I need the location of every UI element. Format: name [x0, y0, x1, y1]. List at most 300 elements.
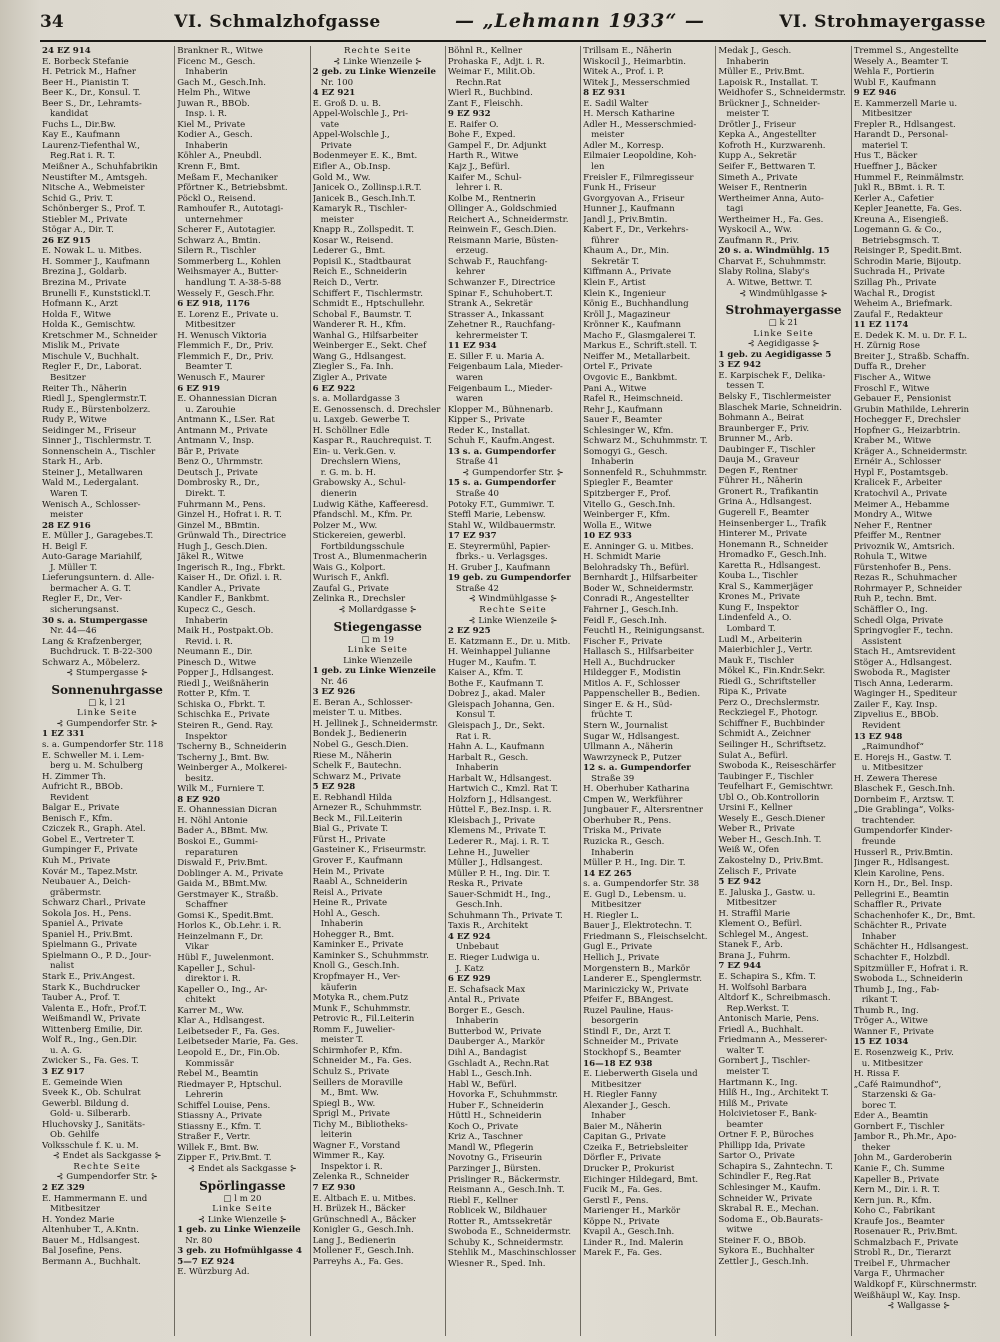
entry-line: Tisch Anna, Lederarm. — [853, 678, 954, 689]
entry-line: Insp. i. R. — [185, 109, 227, 120]
entry-line: Weber H., Gesch.Inh. T. — [718, 834, 822, 845]
entry-line: Vikar — [185, 942, 209, 953]
entry-line: Kandler F., Bankbmt. — [177, 594, 270, 605]
column-1 — [40, 46, 174, 1336]
entry-line: Kaminker E., Private — [312, 940, 404, 951]
entry-line: Müller J., Hdlsangest. — [447, 858, 543, 869]
entry-line: Hummel F., Reinmälmstr. — [853, 172, 965, 183]
entry-line: Reinwein F., Gesch.Dien. — [447, 225, 557, 236]
entry-line: Hartwich C., Kmzl. Rat T. — [447, 784, 559, 795]
entry-line: E. Raifer O. — [447, 119, 499, 130]
entry-line: H. Nöhl Antonie — [177, 815, 248, 826]
entry-line: Gleispach Johanna, Gen. — [447, 699, 555, 710]
entry-line: Zaufmann R., Priv. — [718, 235, 800, 246]
house-number: 8 EZ 920 — [177, 794, 221, 805]
entry-line: Hypl F., Postamtsgeb. — [853, 467, 949, 478]
cross-street: ⊰ Wallgasse ⊱ — [887, 1301, 951, 1312]
entry-line: Kreuna A., Eisengieß. — [853, 214, 949, 225]
entry-line: Swoboda L., Schneiderin — [853, 974, 963, 985]
entry-line: Harbalt W., Hdlsangest. — [447, 773, 552, 784]
entry-line: H. Sommer J., Kaufmann — [42, 256, 150, 267]
entry-line: Strank A., Sekretär — [447, 299, 533, 310]
entry-line: Frepler R., Hdlsangest. — [853, 119, 956, 130]
entry-line: Schneider M., Fa. Ges. — [312, 1056, 412, 1067]
entry-line: Zigler A., Private — [312, 372, 388, 383]
house-number: 5 EZ 928 — [312, 782, 356, 793]
entry-line: Hilß M., Private — [718, 1098, 789, 1109]
entry-line: Schwarz M., Private — [312, 771, 401, 782]
entry-line: Laurenz-Tiefenthal W., — [42, 140, 140, 151]
entry-line: Sartor O., Private — [718, 1151, 795, 1162]
entry-line: Straßer F., Vertr. — [177, 1132, 251, 1143]
entry-line: Borger E., Gesch. — [447, 1005, 525, 1016]
entry-line: Duffa R., Dreher — [853, 362, 926, 373]
entry-line: Slaby Rolina, Slaby's — [718, 267, 810, 278]
entry-line: Kamaryk R., Tischler- — [312, 204, 408, 215]
entry-line: Riese M., Näherin — [312, 750, 392, 761]
entry-line: H. Rissa F. — [853, 1069, 900, 1080]
entry-line: Meimer A., Hebamme — [853, 499, 950, 510]
entry-line: Schrodin Marie, Bijoutp. — [853, 256, 962, 267]
entry-line: Hus T., Bäcker — [853, 151, 918, 162]
entry-line: Scherer F., Autotagier. — [177, 225, 276, 236]
entry-line: Gschladt A., Rechn.Rat — [447, 1058, 549, 1069]
entry-line: Unbebaut — [455, 942, 499, 953]
entry-line: Seilinger H., Schriftsetz. — [718, 740, 827, 750]
entry-line: Skrabal R. E., Mechan. — [718, 1204, 819, 1215]
entry-line: Pöckl O., Reisend. — [177, 193, 256, 204]
entry-line: Dauberger A., Markör — [447, 1037, 545, 1048]
entry-line: Schid G., Priv. T. — [42, 193, 114, 204]
entry-line: Bodenmeyer E. K., Bmt. — [312, 151, 418, 162]
house-number: 6 EZ 929 — [447, 974, 491, 985]
entry-line: s. a. Mollardgasse 3 — [312, 394, 400, 405]
house-number: 13 s. a. Gumpendorfer — [447, 446, 556, 457]
entry-line: Drucker P., Prokurist — [583, 1163, 675, 1174]
entry-line: Spiegl B., Ww. — [312, 1098, 376, 1109]
entry-line: waren — [455, 372, 484, 383]
entry-line: leiterin — [320, 1130, 353, 1141]
entry-line: H. Schöllner Edle — [312, 425, 390, 436]
entry-line: Hunner J., Kaufmann — [583, 204, 675, 215]
entry-line: Bauer J., Elektrotechn. T. — [583, 921, 693, 932]
entry-line: s. a. Gumpendorfer Str. 118 — [42, 740, 164, 750]
entry-line: Lieferungsuntern. d. Alle- — [42, 573, 155, 584]
entry-line: Rohrmayer P., Schneider — [853, 583, 962, 594]
entry-line: Gornbert J., Tischler- — [718, 1056, 811, 1067]
entry-line: waren — [455, 394, 484, 405]
entry-line: Weimar F., Milit.Ob. — [447, 67, 536, 78]
entry-line: Zelisch F., Private — [718, 866, 797, 877]
entry-line: Kröll J., Magazineur — [583, 309, 671, 320]
entry-line: Antmann K., LSer. Rat — [177, 415, 275, 426]
entry-line: E. Müller J., Garagebes.T. — [42, 531, 154, 542]
entry-line: u. Laxgeb. Gewerbe T. — [312, 415, 410, 426]
entry-line: Reisl A., Private — [312, 887, 383, 898]
entry-line: Karetta R., Hdlsangest. — [718, 560, 821, 571]
entry-line: Sekretär T. — [591, 256, 640, 267]
entry-line: Hochegger F., Drechsler — [853, 415, 961, 426]
entry-line: Ruzicka R., Gesch. — [583, 837, 665, 848]
entry-line: Grünschnedl A., Bäcker — [312, 1214, 417, 1225]
entry-line: Mitbesitzer — [591, 900, 642, 911]
entry-line: Seillers de Moraville — [312, 1077, 403, 1088]
side-heading: Linke Seite — [212, 1204, 273, 1215]
entry-line: Spitzmüller F., Hofrat i. R. — [853, 963, 969, 974]
entry-line: Dornbeim F., Arztsw. T. — [853, 794, 955, 805]
entry-line: Ullmann A., Näherin — [583, 742, 673, 753]
entry-line: E. Gugl D., Lebensm. u. — [583, 889, 687, 900]
house-number: 28 EZ 916 — [42, 520, 91, 531]
house-number: 3 geb. zu Hofmühlgasse 4 — [177, 1246, 302, 1257]
entry-line: Tröger A., Witwe — [853, 1016, 928, 1027]
entry-line: Hugh J., Gesch.Dien. — [177, 541, 268, 552]
entry-line: Friedl A., Buchhalt. — [718, 1024, 804, 1035]
entry-line: Sulat A., Befürl. — [718, 750, 788, 761]
entry-line: H. Weinhappel Julianne — [447, 647, 551, 658]
entry-line: Feigenbaum Lala, Mieder- — [447, 362, 563, 373]
entry-line: E. Beran A., Schlosser- — [312, 697, 413, 708]
entry-line: Nitsche A., Webmeister — [42, 183, 145, 194]
entry-line: Kaifer M., Schul- — [447, 172, 522, 183]
entry-line: Stögar A., Dir. T. — [42, 225, 114, 236]
entry-line: r. G. m. b. H. — [320, 467, 377, 478]
entry-line: berg u. M. Schulberg — [50, 761, 143, 772]
entry-line: Fürstenhofer B., Pens. — [853, 562, 952, 573]
entry-line: Grover F., Kaufmann — [312, 856, 403, 867]
entry-line: „Die Grablinga“, Volks- — [853, 805, 955, 816]
entry-line: Mislik M., Private — [42, 341, 120, 352]
entry-line: Schwarz A., Bmtin. — [177, 235, 261, 246]
entry-line: Heine R., Private — [312, 898, 388, 909]
entry-line: Fucik M., Fa. Ges. — [583, 1185, 663, 1196]
entry-line: Drechslern Wiens, — [320, 457, 401, 468]
entry-line: Zipvelius E., BBOb. — [853, 710, 939, 721]
cross-street: ⊰ Stumpergasse ⊱ — [66, 668, 149, 679]
entry-line: Kleisbach J., Private — [447, 815, 536, 826]
entry-line: Habl W., Befürl. — [447, 1079, 517, 1090]
entry-line: Hellich J., Private — [583, 953, 660, 964]
entry-line: Mitbesitzer — [50, 1204, 100, 1215]
entry-line: Hueffner J., Bäcker — [853, 162, 937, 173]
entry-line: Weber R., Private — [718, 824, 795, 835]
entry-line: Krones M., Private — [718, 592, 801, 603]
entry-line: Spielmann O., P. D., Jour- — [42, 950, 152, 961]
entry-line: Pförtner K., Betriebsbmt. — [177, 183, 288, 194]
entry-line: Privoznik W., Amtsrich. — [853, 541, 955, 552]
entry-line: Weinberger A., Molkerei- — [177, 763, 288, 774]
entry-line: Wanner F., Private — [853, 1026, 934, 1037]
entry-line: E. Rosenzweig K., Priv. — [853, 1047, 954, 1058]
house-number: 2 EZ 329 — [42, 1182, 85, 1193]
entry-line: Neiffer M., Metallarbeit. — [583, 351, 691, 362]
entry-line: Hahn A. L., Kaufmann — [447, 742, 545, 753]
entry-line: Kratochvil A., Private — [853, 488, 947, 499]
entry-line: E. Schafsack Max — [447, 984, 526, 995]
entry-line: Inspektor i. R. — [320, 1161, 383, 1172]
entry-line: Ludwig Käthe, Kaffeeresd. — [312, 499, 429, 510]
column-4 — [445, 46, 580, 1336]
entry-line: Huber F., Schneiderin — [447, 1100, 544, 1111]
entry-line: Klein Karoline, Pens. — [853, 868, 945, 879]
entry-line: tessen T. — [726, 381, 765, 392]
entry-line: Stern W., Journalist — [583, 721, 668, 731]
house-number: 19 geb. zu Gumpendorfer — [447, 573, 571, 584]
entry-line: A. Witwe, Bettwr. T. — [726, 278, 813, 289]
entry-line: Gesch.Inh. — [455, 900, 503, 911]
entry-line: Neustifter M., Amtsgeh. — [42, 172, 148, 183]
entry-line: Klein F., Artist — [583, 278, 646, 289]
house-number: 5 EZ 942 — [718, 877, 762, 888]
entry-line: Kouba L., Tischler — [718, 571, 798, 582]
entry-line: Rezas R., Schuhmacher — [853, 573, 957, 584]
directory-title: — „Lehmann 1933“ — — [455, 10, 705, 32]
entry-line: Zelenka R., Schneider — [312, 1172, 410, 1183]
entry-line: Köhler A., Pneubdl. — [177, 151, 262, 162]
entry-line: Schlesinger M., Kaufm. — [718, 1182, 821, 1193]
entry-line: Pfeiffer M., Rentner — [853, 531, 941, 542]
entry-line: Schiffner F., Buchbinder — [718, 718, 825, 729]
entry-line: Stöger A., Hdlsangest. — [853, 657, 953, 668]
entry-line: führer — [591, 235, 619, 246]
entry-line: Hüttl H., Schneiderin — [447, 1111, 542, 1122]
entry-line: Stehlik M., Maschinschlosser — [447, 1248, 576, 1259]
entry-line: Hilß H., Ing., Architekt T. — [718, 1088, 829, 1099]
entry-line: Kapeller B., Private — [853, 1174, 939, 1185]
entry-line: Motyka R., chem.Putz — [312, 993, 409, 1004]
entry-line: Leibetseder F., Fa. Ges. — [177, 1026, 280, 1037]
entry-line: Hinterer M., Private — [718, 529, 807, 540]
entry-line: Novotny G., Friseurin — [447, 1153, 543, 1164]
street-heading: Spörlingasse — [199, 1178, 286, 1193]
entry-line: Regler F., Dr., Laborat. — [42, 362, 142, 373]
entry-line: Zant F., Fleischh. — [447, 98, 524, 109]
entry-line: Deutsch J., Private — [177, 467, 258, 478]
entry-line: J. Katz — [455, 963, 484, 974]
entry-line: Reder K., Installat. — [447, 425, 531, 436]
entry-line: Pellegrini E., Beamtin — [853, 889, 950, 900]
entry-line: Lang J., Bedienerin — [312, 1235, 396, 1246]
entry-line: Schmidt E., Hptschullehr. — [312, 299, 425, 310]
entry-line: Wittenberg Emilie, Dir. — [42, 1024, 143, 1035]
entry-line: Ziegler S., Fa. Inh. — [312, 362, 394, 373]
cross-street: ⊰ Linke Wienzeile ⊱ — [197, 1214, 287, 1225]
entry-line: Tscherny B., Schneiderin — [177, 742, 287, 753]
entry-line: H. Brüzek H., Bäcker — [312, 1204, 406, 1215]
entry-line: Heinsenberger L., Trafik — [718, 518, 827, 529]
entry-line: Hell A., Buchdrucker — [583, 657, 675, 668]
entry-line: Spiegler F., Beamter — [583, 478, 673, 489]
entry-line: trachtender. — [861, 815, 916, 826]
entry-line: Inhaberin — [185, 140, 228, 151]
house-number: 11 EZ 934 — [447, 341, 497, 352]
house-number: 3 EZ 917 — [42, 1066, 85, 1077]
entry-line: E. Horejs H., Gastw. T. — [853, 752, 952, 763]
entry-line: Lederer G., Bmt. — [312, 246, 386, 257]
entry-line: Neher F., Rentner — [853, 520, 932, 531]
entry-line: Rudy P., Witwe — [42, 415, 107, 426]
entry-line: Prislinger R., Bäckermstr. — [447, 1174, 561, 1185]
entry-line: Inhaberin — [726, 56, 769, 67]
entry-line: Ollinger A., Goldschmied — [447, 204, 558, 215]
entry-line: Ein- u. Verk.Gen. v. — [312, 446, 396, 457]
entry-line: Honemann R., Schneider — [718, 539, 828, 550]
entry-line: Kanie F., Ch. Summe — [853, 1163, 945, 1174]
entry-line: H. Wenusch Viktoria — [177, 330, 267, 341]
entry-line: Conradi R., Angestellter — [583, 594, 689, 605]
entry-line: Neumann E., Dir. — [177, 647, 253, 658]
entry-line: Beck M., Fil.Leiterin — [312, 813, 403, 824]
entry-line: H. Beigl F. — [42, 541, 88, 552]
entry-line: Wilk M., Furniere T. — [177, 784, 265, 795]
entry-line: Feuchtl H., Reinigungsanst. — [583, 626, 705, 637]
entry-line: Parzinger J., Bürsten. — [447, 1163, 541, 1174]
entry-line: Spielmann G., Private — [42, 940, 137, 951]
entry-line: König E., Buchhandlung — [583, 299, 689, 310]
entry-line: Reichert A., Schneidermstr. — [447, 214, 569, 225]
entry-line: Kräger A., Schneidermstr. — [853, 446, 968, 457]
entry-line: Kropfmayer H., Ver- — [312, 972, 401, 983]
entry-line: Daubinger F., Tischler — [718, 444, 816, 455]
entry-line: Polzer M., Ww. — [312, 520, 378, 531]
entry-line: E. Altbach E. u. Mitbes. — [312, 1193, 416, 1204]
entry-line: nalist — [50, 961, 75, 972]
entry-line: Lang & Krafzenberger, — [42, 636, 143, 647]
entry-line: Froschl F., Witwe — [853, 383, 930, 394]
entry-line: Schulz S., Private — [312, 1066, 390, 1077]
entry-line: Popisil K., Stadtbaurat — [312, 256, 411, 267]
entry-line: Nr. 80 — [185, 1235, 213, 1246]
house-number: 6 EZ 918, 1176 — [177, 299, 250, 310]
house-number: 15 s. a. Gumpendorfer — [447, 478, 556, 489]
entry-line: len — [591, 162, 605, 173]
entry-line: Schächter R., Private — [853, 921, 947, 932]
entry-line: Karrer M., Ww. — [177, 1005, 244, 1016]
entry-line: Belohradsky Th., Befürl. — [583, 562, 690, 573]
entry-line: Mitlos A. F., Schlosser — [583, 678, 680, 689]
entry-line: Helm Ph., Witwe — [177, 88, 251, 99]
entry-line: chitekt — [185, 995, 216, 1006]
entry-line: Zaufal F., Redakteur — [853, 309, 943, 320]
entry-line: H. Oberhuber Katharina — [583, 784, 690, 795]
entry-line: Simeth A., Private — [718, 172, 798, 183]
entry-line: Wanhal G., Hilfsarbeiter — [312, 330, 418, 341]
entry-line: Schiffert F., Tischlermstr. — [312, 288, 423, 299]
entry-line: Swoboda K., Reiseschärfer — [718, 761, 836, 772]
house-number: 5—7 EZ 924 — [177, 1256, 235, 1267]
entry-line: Steiren R., Gend. Ray. — [177, 721, 274, 731]
grid-reference: □ l m 20 — [223, 1193, 262, 1204]
house-number: 1 geb. zu Linke Wienzeile — [312, 666, 436, 677]
entry-line: Müller P. H., Ing. Dir. T. — [447, 868, 551, 879]
entry-line: Reich E., Schneiderin — [312, 267, 407, 278]
entry-line: Zettler J., Gesch.Inh. — [718, 1256, 809, 1267]
entry-line: Riedmayer P., Hptschul. — [177, 1079, 282, 1090]
entry-line: Dauja M., Graveur — [718, 455, 800, 466]
entry-line: sicherungsanst. — [50, 604, 119, 615]
entry-line: Singer E. & H., Süd- — [583, 699, 673, 710]
entry-line: Steiner F. O., BBOb. — [718, 1235, 806, 1246]
entry-line: Bär P., Private — [177, 446, 239, 457]
entry-line: Reich D., Vertr. — [312, 278, 379, 289]
entry-line: Teufelhart F., Gemischtwr. — [718, 782, 834, 793]
entry-line: Grina A., Hdlsangest. — [718, 497, 812, 508]
entry-line: Grubin Mathilde, Lehrerin — [853, 404, 970, 415]
entry-line: früchte T. — [591, 710, 633, 721]
entry-line: Riedl G., Schriftsteller — [718, 676, 816, 687]
entry-line: Kuh M., Private — [42, 856, 111, 867]
entry-line: Alexander J., Gesch. — [583, 1100, 671, 1111]
entry-line: Kraufe Jos., Beamter — [853, 1216, 945, 1227]
entry-line: Weiser F., Rentnerin — [718, 183, 808, 194]
entry-line: Gomsi K., Spedit.Bmt. — [177, 910, 274, 921]
entry-line: Kofroth H., Kurzwarenh. — [718, 140, 826, 151]
entry-line: Schmalzbach F., Private — [853, 1237, 959, 1248]
entry-line: Kraber M., Witwe — [853, 436, 932, 447]
entry-line: Schirmhofer P., Kfm. — [312, 1045, 403, 1056]
entry-line: Gornbert F., Tischler — [853, 1121, 945, 1132]
entry-line: E. Ohannessian Dicran — [177, 394, 278, 405]
entry-line: Straße 41 — [455, 457, 499, 468]
entry-line: Ficenc M., Gesch. — [177, 56, 256, 67]
entry-line: E. Lieberwerth Gisela und — [583, 1069, 698, 1080]
entry-line: Tauber A., Prof. T. — [42, 993, 121, 1004]
entry-line: Schindler F., Reg.Rat — [718, 1172, 811, 1183]
entry-line: Hartmann K., Ing. — [718, 1077, 798, 1088]
entry-line: Schneider W., Private — [718, 1193, 813, 1204]
entry-line: Doblinger A. M., Private — [177, 868, 284, 879]
entry-line: freunde — [861, 837, 896, 848]
entry-line: E. Dedek K. M. u. Dr. F. L. — [853, 330, 968, 341]
grid-reference: □ m 19 — [361, 634, 395, 645]
entry-line: Schaffler R., Private — [853, 900, 942, 911]
entry-line: Spitzberger F., Prof. — [583, 488, 671, 499]
entry-line: Sinner J., Tischlermstr. T. — [42, 436, 152, 447]
entry-line: Rechn.Rat — [455, 77, 502, 88]
entry-line: Stickereien, gewerbl. — [312, 531, 406, 542]
entry-line: Pinesch D., Witwe — [177, 657, 257, 668]
entry-line: Husserl R., Priv.Bmtin. — [853, 847, 954, 858]
entry-line: Witek J., Messerschmied — [583, 77, 691, 88]
entry-line: Horlos K., Ob.Lehr. i. R. — [177, 921, 282, 932]
entry-line: Holzforn J., Hdlsangest. — [447, 794, 552, 805]
entry-line: Wenusch F., Maurer — [177, 372, 265, 383]
entry-line: Adler H., Messerschmied- — [583, 119, 697, 130]
entry-line: Straße 40 — [455, 488, 499, 499]
entry-line: Mitbesitzer — [726, 898, 777, 909]
house-number: 4 EZ 924 — [447, 931, 491, 942]
entry-line: u. Mitbesitzer — [861, 1058, 923, 1069]
entry-line: Linke Wienzeile — [343, 655, 413, 666]
street-heading: Stiegengasse — [333, 619, 422, 634]
entry-line: Eichinger Hildegard, Bmt. — [583, 1174, 699, 1185]
entry-line: Gerstl F., Pens. — [583, 1195, 649, 1206]
entry-line: Zailer F., Kay. Insp. — [853, 699, 938, 710]
entry-line: Sommerberg L., Kohlen — [177, 256, 281, 267]
entry-line: Wubl F., Kaufmann — [853, 77, 937, 88]
entry-line: Zehetner R., Rauchfang- — [447, 320, 556, 331]
house-number: 11 EZ 1174 — [853, 320, 909, 331]
entry-line: Pani A., Witwe — [583, 383, 647, 394]
entry-line: Wertheimer Anna, Auto- — [718, 193, 824, 204]
entry-line: E. Borbeck Stefanie — [42, 56, 129, 67]
entry-line: Schwarz A., Möbelerz. — [42, 657, 141, 668]
entry-line: Ubl O., Ob.Kontrollorin — [718, 792, 820, 803]
entry-line: Bernhardt J., Hilfsarbeiter — [583, 573, 698, 584]
side-heading: Rechte Seite — [73, 1161, 141, 1172]
entry-line: Markus E., Schrift.stell. T. — [583, 341, 698, 352]
entry-line: Straße 42 — [455, 583, 499, 594]
